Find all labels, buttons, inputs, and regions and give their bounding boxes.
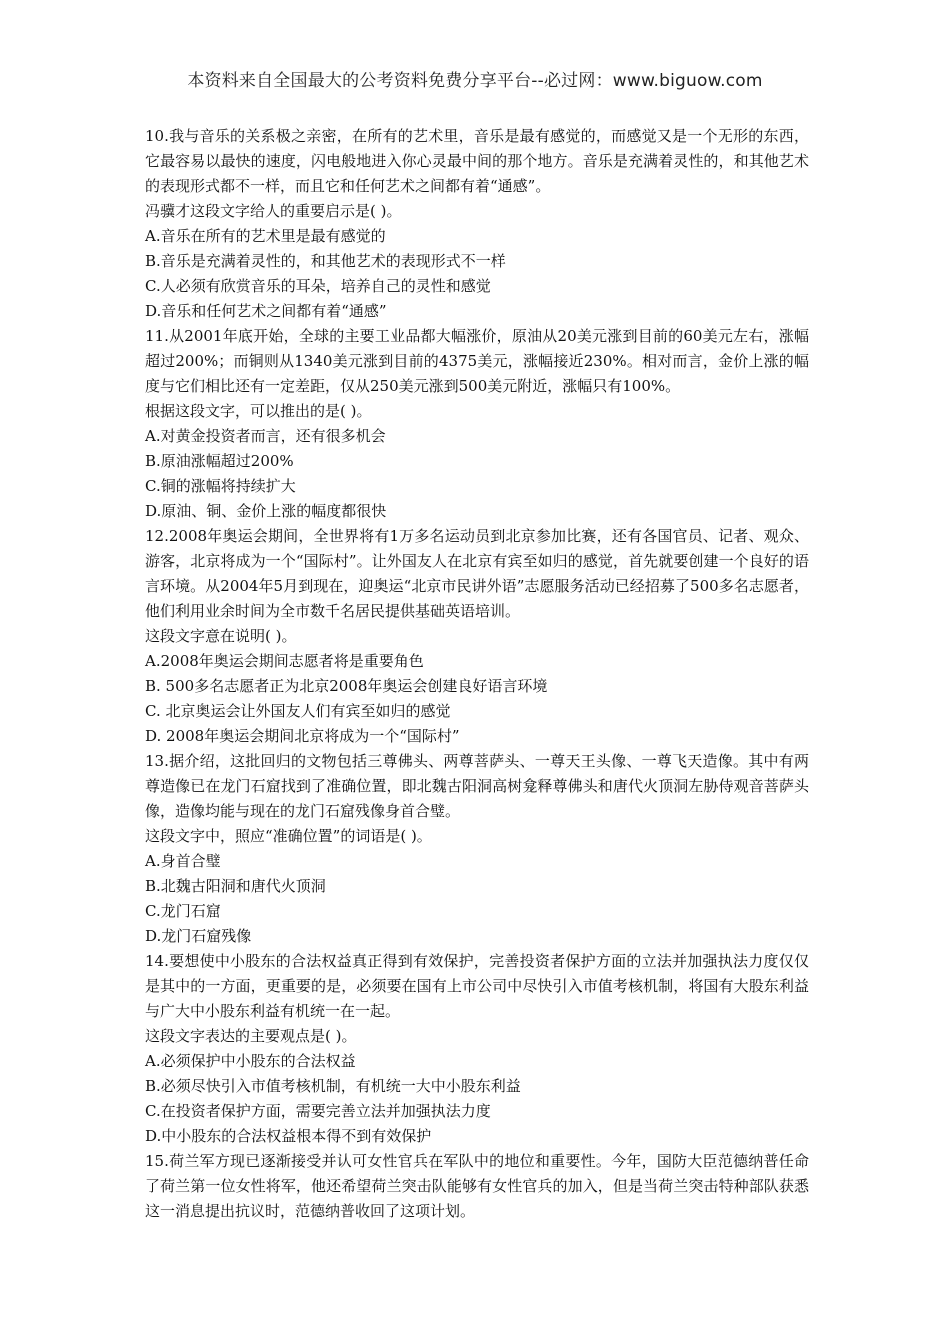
question-passage: 11.从2001年底开始，全球的主要工业品都大幅涨价，原油从20美元涨到目前的60美元左右，涨幅超过200%；而铜则从1340美元涨到目前的4375美元，涨幅接近230%。相对而言，金价上涨的幅度与它们相比还有一定差距，仅从250美元涨到500美元附近，涨幅只有100%。 bbox=[145, 327, 809, 395]
question-12 bbox=[145, 524, 809, 749]
option-d: D.中小股东的合法权益根本得不到有效保护 bbox=[145, 1127, 432, 1145]
question-prompt: 冯骥才这段文字给人的重要启示是( )。 bbox=[145, 202, 402, 220]
question-passage: 10.我与音乐的关系极之亲密，在所有的艺术里，音乐是最有感觉的，而感觉又是一个无形的东西，它最容易以最快的速度，闪电般地进入你心灵最中间的那个地方。音乐是充满着灵性的，和其他艺术的表现形式都不一样，而且它和任何艺术之间都有着“通感”。 bbox=[145, 127, 809, 195]
option-c: C.在投资者保护方面，需要完善立法并加强执法力度 bbox=[145, 1102, 491, 1120]
option-b: B.北魏古阳洞和唐代火顶洞 bbox=[145, 877, 326, 895]
option-d: D. 2008年奥运会期间北京将成为一个“国际村” bbox=[145, 727, 460, 745]
option-b: B. 500多名志愿者正为北京2008年奥运会创建良好语言环境 bbox=[145, 677, 548, 695]
option-c: C. 北京奥运会让外国友人们有宾至如归的感觉 bbox=[145, 702, 451, 720]
option-a: A.对黄金投资者而言，还有很多机会 bbox=[145, 427, 386, 445]
question-passage: 14.要想使中小股东的合法权益真正得到有效保护，完善投资者保护方面的立法并加强执法力度仅仅是其中的一方面，更重要的是，必须要在国有上市公司中尽快引入市值考核机制，将国有大股东利益与广大中小股东利益有机统一在一起。 bbox=[145, 952, 809, 1020]
option-d: D.龙门石窟残像 bbox=[145, 927, 252, 945]
option-b: B.原油涨幅超过200% bbox=[145, 452, 294, 470]
option-c: C.龙门石窟 bbox=[145, 902, 221, 920]
question-passage: 15.荷兰军方现已逐渐接受并认可女性官兵在军队中的地位和重要性。今年，国防大臣范德纳普任命了荷兰第一位女性将军，他还希望荷兰突击队能够有女性官兵的加入，但是当荷兰突击特种部队获悉这一消息提出抗议时，范德纳普收回了这项计划。 bbox=[145, 1152, 809, 1220]
option-c: C.铜的涨幅将持续扩大 bbox=[145, 477, 296, 495]
option-a: A.身首合璧 bbox=[145, 852, 221, 870]
option-d: D.音乐和任何艺术之间都有着“通感” bbox=[145, 302, 387, 320]
question-13 bbox=[145, 749, 809, 949]
option-a: A.2008年奥运会期间志愿者将是重要角色 bbox=[145, 652, 424, 670]
question-prompt: 这段文字中，照应“准确位置”的词语是( )。 bbox=[145, 827, 432, 845]
page-header: 本资料来自全国最大的公考资料免费分享平台--必过网：www.biguow.com bbox=[187, 71, 763, 91]
document-body bbox=[145, 124, 809, 1224]
question-prompt: 根据这段文字，可以推出的是( )。 bbox=[145, 402, 372, 420]
question-prompt: 这段文字表达的主要观点是( )。 bbox=[145, 1027, 357, 1045]
option-b: B.音乐是充满着灵性的，和其他艺术的表现形式不一样 bbox=[145, 252, 506, 270]
question-passage: 12.2008年奥运会期间，全世界将有1万多名运动员到北京参加比赛，还有各国官员、记者、观众、游客，北京将成为一个“国际村”。让外国友人在北京有宾至如归的感觉，首先就要创建一个良好的语言环境。从2004年5月到现在，迎奥运“北京市民讲外语”志愿服务活动已经招募了500多名志愿者，他们利用业余时间为全市数千名居民提供基础英语培训。 bbox=[145, 527, 809, 620]
option-a: A.必须保护中小股东的合法权益 bbox=[145, 1052, 356, 1070]
option-a: A.音乐在所有的艺术里是最有感觉的 bbox=[145, 227, 386, 245]
option-d: D.原油、铜、金价上涨的幅度都很快 bbox=[145, 502, 387, 520]
question-10 bbox=[145, 124, 809, 324]
option-c: C.人必须有欣赏音乐的耳朵，培养自己的灵性和感觉 bbox=[145, 277, 491, 295]
question-11 bbox=[145, 324, 809, 524]
question-14 bbox=[145, 949, 809, 1149]
question-15 bbox=[145, 1149, 809, 1224]
question-passage: 13.据介绍，这批回归的文物包括三尊佛头、两尊菩萨头、一尊天王头像、一尊飞天造像。其中有两尊造像已在龙门石窟找到了准确位置，即北魏古阳洞高树龛释尊佛头和唐代火顶洞左胁侍观音菩萨头像，造像均能与现在的龙门石窟残像身首合璧。 bbox=[145, 752, 809, 820]
question-prompt: 这段文字意在说明( )。 bbox=[145, 627, 297, 645]
option-b: B.必须尽快引入市值考核机制，有机统一大中小股东利益 bbox=[145, 1077, 521, 1095]
